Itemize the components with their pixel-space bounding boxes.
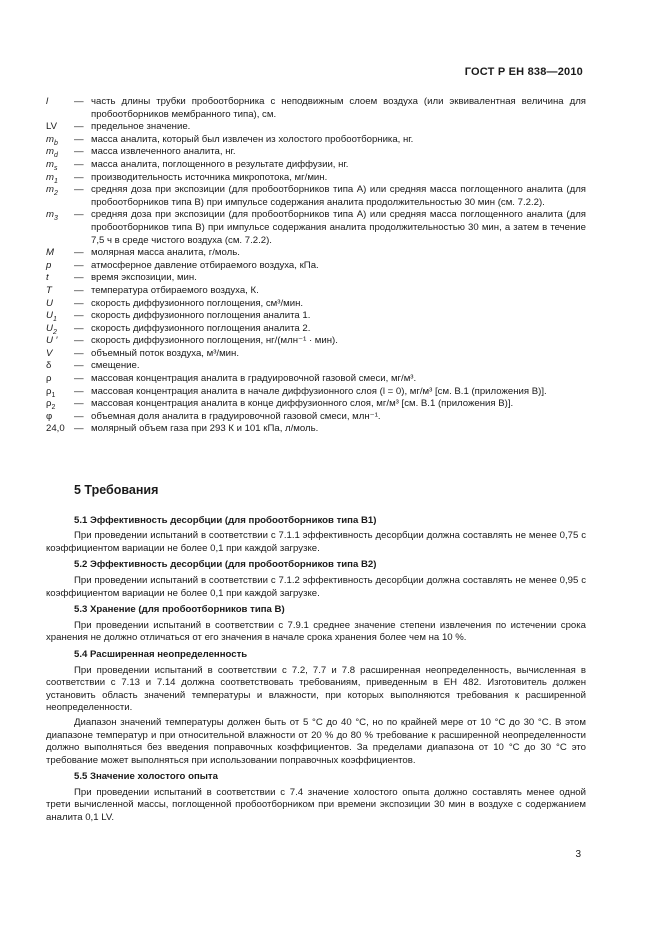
definition-text: массовая концентрация аналита в градуировочной газовой смеси, мг/м³. bbox=[91, 373, 417, 385]
symbol-subscript: 1 bbox=[54, 177, 58, 185]
symbol-base: φ bbox=[46, 410, 53, 422]
definition-symbol bbox=[46, 260, 74, 273]
symbol-base: ρ bbox=[46, 373, 52, 385]
definition-row bbox=[46, 272, 586, 285]
definition-symbol bbox=[46, 272, 74, 285]
symbol-base: ρ bbox=[46, 385, 52, 397]
definition-symbol bbox=[46, 134, 74, 147]
definition-symbol bbox=[46, 323, 74, 336]
definition-symbol bbox=[46, 411, 74, 424]
paragraph: При проведении испытаний в соответствии с 7.1.2 эффективность десорбции должна составлять не менее 0,95 с коэффициентом вариации не более 0,1 при каждой загрузке. bbox=[46, 574, 586, 599]
symbol-base: U bbox=[46, 297, 53, 309]
section-requirements bbox=[46, 484, 586, 825]
definition-text: средняя доза при экспозиции (для пробоотборников типа А) или средняя масса поглощенного аналита (для пробоотборников типа В) при импульсе содержания аналита продолжительностью 30 мин, а затем в течение 7,5 ч в среде чистого воздуха (см. 7.2.2). bbox=[91, 209, 586, 246]
definition-symbol bbox=[46, 247, 74, 260]
symbol-base: ρ bbox=[46, 398, 52, 410]
definition-row bbox=[46, 423, 586, 436]
definition-symbol bbox=[46, 360, 74, 373]
definition-text: температура отбираемого воздуха, К. bbox=[91, 284, 259, 296]
symbol-subscript: s bbox=[54, 164, 58, 172]
definition-symbol bbox=[46, 159, 74, 172]
definition-row bbox=[46, 184, 586, 209]
em-dash: — bbox=[74, 121, 84, 133]
definition-symbol bbox=[46, 146, 74, 159]
symbol-base: m bbox=[46, 133, 54, 145]
definition-text: массовая концентрация аналита в начале диффузионного слоя (l = 0), мг/м³ [см. В.1 (приложения В)]. bbox=[91, 385, 547, 397]
definition-symbol bbox=[46, 121, 74, 134]
definition-row bbox=[46, 323, 586, 336]
definition-row bbox=[46, 373, 586, 386]
symbol-base: δ bbox=[46, 360, 52, 372]
definition-text: средняя доза при экспозиции (для пробоотборников типа А) или средняя масса поглощенного аналита (для пробоотборников типа В) при импульсе содержания аналита продолжительностью 30 мин (см. 7.2.2). bbox=[91, 184, 586, 208]
definition-row bbox=[46, 335, 586, 348]
definition-row bbox=[46, 172, 586, 185]
em-dash: — bbox=[74, 335, 84, 347]
definition-symbol bbox=[46, 373, 74, 386]
symbol-definitions bbox=[46, 96, 586, 436]
em-dash: — bbox=[74, 284, 84, 296]
definition-row bbox=[46, 260, 586, 273]
symbol-base: 24,0 bbox=[46, 423, 65, 435]
paragraph: Диапазон значений температуры должен быть от 5 °С до 40 °С, но по крайней мере от 10 °С до 30 °С. В этом диапазоне температур и при относительной влажности от 20 % до 80 % требование к расширенной неопределенности должно выполняться без введения поправочных коэффициентов. За пределами диапазона от 10 °С до 30 °С это требование может выполняться при использовании поправочных коэффициентов. bbox=[46, 716, 586, 766]
definition-text: скорость диффузионного поглощения аналита 1. bbox=[91, 310, 311, 322]
page-number: 3 bbox=[575, 849, 581, 860]
definition-symbol bbox=[46, 386, 74, 399]
symbol-base: m bbox=[46, 209, 54, 221]
definition-text: масса аналита, который был извлечен из холостого пробоотборника, нг. bbox=[91, 133, 414, 145]
symbol-base: m bbox=[46, 146, 54, 158]
symbol-base: LV bbox=[46, 121, 58, 133]
em-dash: — bbox=[74, 347, 84, 359]
subsection-title: 5.2 Эффективность десорбции (для пробоотборников типа В2) bbox=[74, 559, 377, 571]
definition-row bbox=[46, 298, 586, 311]
definition-row bbox=[46, 209, 586, 247]
definition-text: молярная масса аналита, г/моль. bbox=[91, 247, 240, 259]
definition-symbol bbox=[46, 310, 74, 323]
definition-row bbox=[46, 285, 586, 298]
definition-row bbox=[46, 310, 586, 323]
definition-text: молярный объем газа при 293 К и 101 кПа, л/моль. bbox=[91, 423, 319, 435]
symbol-base: M bbox=[46, 247, 54, 259]
definition-text: атмосферное давление отбираемого воздуха, кПа. bbox=[91, 259, 319, 271]
em-dash: — bbox=[74, 209, 84, 221]
em-dash: — bbox=[74, 272, 84, 284]
subsection-title: 5.5 Значение холостого опыта bbox=[74, 771, 218, 783]
definition-text: предельное значение. bbox=[91, 121, 191, 133]
definition-symbol bbox=[46, 335, 74, 348]
symbol-base: U bbox=[46, 322, 53, 334]
symbol-subscript: 1 bbox=[52, 316, 57, 323]
definition-text: часть длины трубки пробоотборника с неподвижным слоем воздуха (или эквивалентная величина для пробоотборников мембранного типа), см. bbox=[91, 96, 586, 120]
definition-symbol bbox=[46, 298, 74, 311]
em-dash: — bbox=[74, 423, 84, 435]
symbol-subscript: 3 bbox=[54, 215, 58, 223]
definition-text: скорость диффузионного поглощения, см³/мин. bbox=[91, 297, 304, 309]
definition-symbol bbox=[46, 96, 74, 121]
em-dash: — bbox=[74, 398, 84, 410]
definition-text: массовая концентрация аналита в конце диффузионного слоя, мг/м³ [см. В.1 (приложения В)]. bbox=[91, 398, 514, 410]
symbol-base: t bbox=[46, 272, 49, 284]
symbol-base: l bbox=[46, 96, 49, 107]
em-dash: — bbox=[74, 96, 84, 107]
definition-text: масса аналита, поглощенного в результате диффузии, нг. bbox=[91, 158, 349, 170]
definition-symbol bbox=[46, 398, 74, 411]
definition-text: производительность источника микропотока, мг/мин. bbox=[91, 171, 328, 183]
symbol-base: U bbox=[46, 310, 53, 322]
section-title: 5 Требования bbox=[74, 483, 159, 497]
definition-text: скорость диффузионного поглощения аналита 2. bbox=[91, 322, 311, 334]
symbol-subscript: b bbox=[54, 139, 58, 147]
paragraph: При проведении испытаний в соответствии с 7.2, 7.7 и 7.8 расширенная неопределенность, вычисленная в соответствии с 7.13 и 7.14 должна соответствовать требованиям, приведенным в ЕН 482. Изготовитель должен установить область значений температуры и влажности, при которых выполняются требования к расширенной неопределенности. bbox=[46, 664, 586, 714]
definition-row bbox=[46, 134, 586, 147]
symbol-base: T bbox=[46, 284, 52, 296]
symbol-base: p bbox=[46, 259, 52, 271]
subsection-title: 5.4 Расширенная неопределенность bbox=[74, 648, 248, 660]
definition-text: масса извлеченного аналита, нг. bbox=[91, 146, 236, 158]
definition-text: смещение. bbox=[91, 360, 140, 372]
definition-row bbox=[46, 360, 586, 373]
symbol-base: m bbox=[46, 171, 54, 183]
definition-row bbox=[46, 348, 586, 361]
em-dash: — bbox=[74, 310, 84, 322]
em-dash: — bbox=[74, 133, 84, 145]
subsection-title: 5.1 Эффективность десорбции (для пробоотборников типа В1) bbox=[74, 514, 377, 526]
definition-symbol bbox=[46, 209, 74, 247]
em-dash: — bbox=[74, 146, 84, 158]
definition-text: объемный поток воздуха, м³/мин. bbox=[91, 347, 239, 359]
definition-text: скорость диффузионного поглощения, нг/(млн⁻¹ · мин). bbox=[91, 335, 338, 347]
definition-row bbox=[46, 159, 586, 172]
paragraph: При проведении испытаний в соответствии с 7.9.1 среднее значение степени извлечения по истечении срока хранения не должно отличаться от его значения в начале срока хранения более чем на 10 %. bbox=[46, 619, 586, 644]
definition-text: время экспозиции, мин. bbox=[91, 272, 197, 284]
definition-symbol bbox=[46, 423, 74, 436]
definition-row bbox=[46, 398, 586, 411]
definition-row bbox=[46, 247, 586, 260]
em-dash: — bbox=[74, 322, 84, 334]
subsection-title: 5.3 Хранение (для пробоотборников типа В) bbox=[74, 604, 285, 616]
definition-text: объемная доля аналита в градуировочной газовой смеси, млн⁻¹. bbox=[91, 410, 381, 422]
document-code: ГОСТ Р ЕН 838—2010 bbox=[464, 66, 583, 78]
em-dash: — bbox=[74, 373, 84, 385]
definition-symbol bbox=[46, 172, 74, 185]
em-dash: — bbox=[74, 171, 84, 183]
em-dash: — bbox=[74, 184, 84, 196]
symbol-base: m bbox=[46, 184, 54, 196]
paragraph: При проведении испытаний в соответствии с 7.1.1 эффективность десорбции должна составлять не менее 0,75 с коэффициентом вариации не более 0,1 при каждой загрузке. bbox=[46, 530, 586, 554]
symbol-subscript: d bbox=[54, 152, 58, 160]
definition-row bbox=[46, 411, 586, 424]
em-dash: — bbox=[74, 259, 84, 271]
paragraph: При проведении испытаний в соответствии с 7.4 значение холостого опыта должно составлять менее одной трети вычисленной массы, поглощенной пробоотборником при времени экспозиции 30 мин в воздухе с содержанием аналита 0,1 LV. bbox=[46, 786, 586, 824]
definition-symbol bbox=[46, 285, 74, 298]
definition-symbol bbox=[46, 348, 74, 361]
em-dash: — bbox=[74, 247, 84, 259]
em-dash: — bbox=[74, 297, 84, 309]
symbol-subscript: 2 bbox=[51, 404, 56, 412]
em-dash: — bbox=[74, 158, 84, 170]
symbol-base: m bbox=[46, 158, 54, 170]
definition-row bbox=[46, 146, 586, 159]
em-dash: — bbox=[74, 385, 84, 397]
symbol-base: V bbox=[46, 347, 53, 359]
symbol-subscript: 2 bbox=[52, 328, 57, 336]
definition-row bbox=[46, 96, 586, 121]
symbol-subscript: 1 bbox=[51, 391, 56, 399]
symbol-subscript: 2 bbox=[54, 190, 58, 198]
definition-row bbox=[46, 386, 586, 399]
em-dash: — bbox=[74, 360, 84, 372]
symbol-base: U ′ bbox=[46, 335, 58, 347]
em-dash: — bbox=[74, 410, 84, 422]
definition-symbol bbox=[46, 184, 74, 209]
definition-row bbox=[46, 121, 586, 134]
